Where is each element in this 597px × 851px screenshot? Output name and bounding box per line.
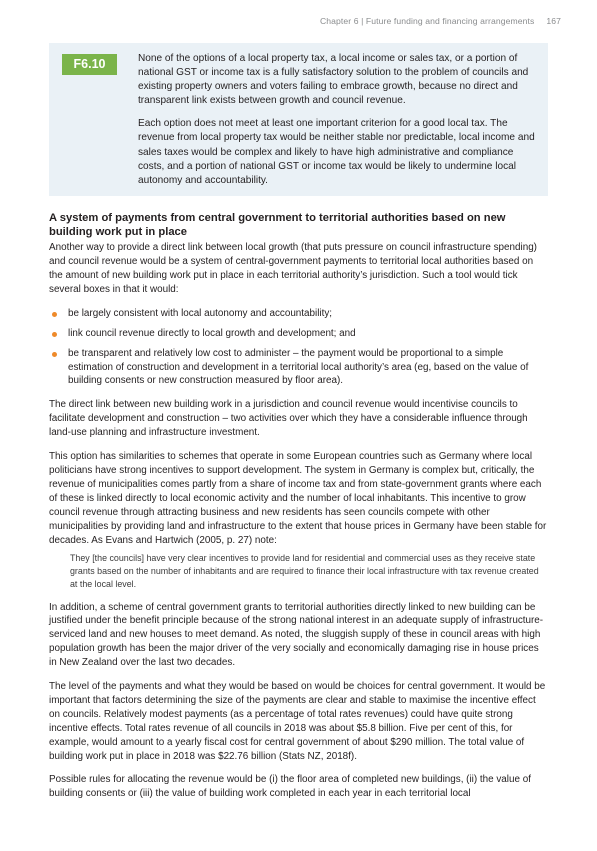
list-item (49, 307, 548, 321)
list-item (49, 327, 548, 341)
finding-box (49, 43, 548, 196)
running-header-title: Chapter 6 | Future funding and financing arrangements (319, 16, 535, 26)
bullet-icon (52, 352, 57, 357)
list-item-text: be transparent and relatively low cost to administer – the payment would be proportional to a simple estimation of construction and development in a territorial local authority’s area (eg, based on the value of building consents or new construction measured by floor area). (68, 347, 529, 387)
block-quote: They [the councils] have very clear incentives to provide land for residential and commercial uses as they receive state grants based on the number of inhabitants and are required to finance their local infrastructure with tax revenue created at the local level. (70, 553, 539, 589)
finding-tag: F6.10 (62, 54, 117, 75)
list-item (49, 347, 548, 389)
payment-level-paragraph: The level of the payments and what they would be based on would be choices for central government. It would be important that factors determining the size of the payments are clear and stable to maximise the incentive effect on councils. Relatively modest payments (as a percentage of total rates revenues) could have quite strong incentive effects. Total rates revenue of all councils in 2018 was about $5.8 billion. Five per cent of this, for example, would amount to a yearly fiscal cost for central government of about $290 million. The total value of building work put in place in 2018 was $22.76 billion (Stats NZ, 2018f). (49, 681, 546, 762)
intro-paragraph: Another way to provide a direct link between local growth (that puts pressure on council infrastructure spending) and council revenue would be a system of central-government payments to territorial local authorities based on the amount of new building work put in place in each territorial authority’s jurisdiction. Such a tool would tick several boxes in that it would: (49, 242, 537, 295)
bullet-icon (52, 312, 57, 317)
list-item-text: be largely consistent with local autonomy and accountability; (68, 307, 333, 319)
section-heading: A system of payments from central government to territorial authorities based on new building work put in place (49, 212, 506, 238)
allocation-rules-paragraph: Possible rules for allocating the revenue would be (i) the floor area of completed new buildings, (ii) the value of building consents or (iii) the value of building work completed in each year in each territorial local (49, 774, 531, 800)
bullet-icon (52, 332, 57, 337)
list-item-text: link council revenue directly to local growth and development; and (68, 327, 356, 339)
finding-text (138, 52, 540, 197)
direct-link-paragraph: The direct link between new building work in a jurisdiction and council revenue would incentivise councils to facilitate development and construction – two activities over which they have a considerable influence through land-use planning and infrastructure investment. (49, 399, 528, 439)
criteria-list (49, 307, 548, 389)
running-header (320, 16, 561, 26)
finding-paragraph: None of the options of a local property tax, a local income or sales tax, or a portion of national GST or income tax is a fully satisfactory solution to the problem of councils and existing property owners and voters failing to embrace growth, because no direct and transparent link exists between growth and council revenue. (138, 53, 529, 107)
addition-paragraph: In addition, a scheme of central government grants to territorial authorities directly linked to new building can be justified under the benefit principle because of the strong national interest in an adequate supply of infrastructure-serviced land and new houses to meet demand. As noted, the sluggish supply of these in council areas with high population growth has been the major driver of the very socially and economically damaging rise in house prices in New Zealand over the last two decades. (49, 601, 544, 669)
similarities-paragraph: This option has similarities to schemes that operate in some European countries such as Germany where local politicians have strong incentives to support development. The system in Germany is complex but, critically, the revenue of municipalities comes partly from a share of income tax and from state-government grants where each of these is linked directly to local economic activity and the number of local inhabitants. This incentive to grow council revenue through attracting business and new residents has seen councils compete with other municipalities by providing land and infrastructure to the extent that house prices in Germany have been stable for decades. As Evans and Hartwich (2005, p. 27) note: (49, 451, 547, 546)
finding-paragraph: Each option does not meet at least one important criterion for a good local tax. The revenue from local property tax would be neither stable nor predictable, local income and sales taxes would be complex and likely to have high administrative and compliance costs, and a portion of national GST or income tax would be likely to undermine local autonomy and accountability. (138, 118, 535, 186)
section-content (49, 212, 548, 811)
page-number: 167 (546, 16, 561, 26)
